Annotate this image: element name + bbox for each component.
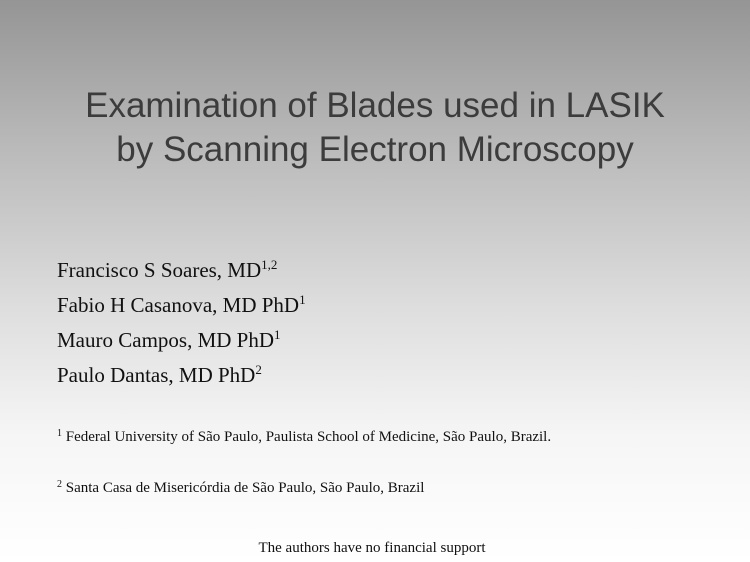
affiliation-marker: 2	[57, 479, 62, 490]
affiliation-text: Santa Casa de Misericórdia de São Paulo, São Paulo, Brazil	[65, 480, 425, 496]
financial-disclosure: The authors have no financial support	[258, 540, 486, 556]
author-item	[57, 323, 306, 358]
author-list	[57, 253, 306, 393]
author-name: Mauro Campos, MD PhD	[57, 328, 275, 352]
author-item	[57, 358, 306, 393]
affiliation-1	[57, 427, 597, 448]
affiliation-text: Federal University of São Paulo, Paulista School of Medicine, São Paulo, Brazil.	[65, 429, 552, 445]
title-line-1: Examination of Blades used in LASIK	[85, 86, 665, 125]
title-line-2: by Scanning Electron Microscopy	[116, 130, 634, 169]
affiliation-2	[57, 478, 597, 499]
author-affiliation-marker: 1	[299, 292, 306, 307]
author-affiliation-marker: 1	[274, 327, 281, 342]
author-affiliation-marker: 2	[255, 362, 262, 377]
author-item	[57, 288, 306, 323]
author-name: Paulo Dantas, MD PhD	[57, 363, 256, 387]
author-item	[57, 253, 306, 288]
affiliation-marker: 1	[57, 428, 62, 439]
author-name: Francisco S Soares, MD	[57, 258, 262, 282]
author-name: Fabio H Casanova, MD PhD	[57, 293, 300, 317]
slide-title	[0, 84, 750, 172]
author-affiliation-marker: 1,2	[261, 257, 278, 272]
